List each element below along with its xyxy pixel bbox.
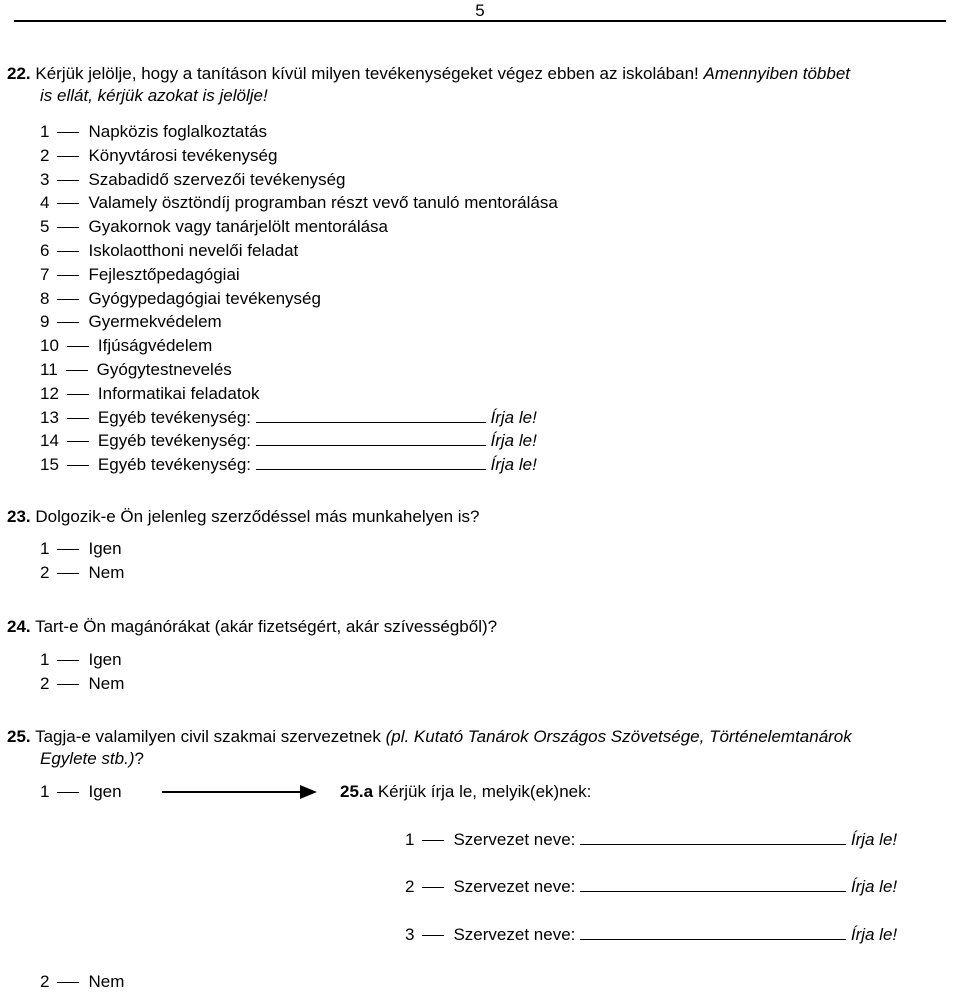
dash — [67, 441, 89, 442]
dash — [57, 275, 79, 276]
page-number: 5 — [475, 1, 485, 20]
org-row-2 — [405, 877, 897, 897]
option-number: 10 — [40, 336, 59, 356]
q25-heading — [7, 727, 852, 747]
option-number: 14 — [40, 431, 59, 451]
q25-note-line2: Egylete stb.) — [40, 749, 135, 768]
dash — [67, 394, 89, 395]
option-number: 13 — [40, 407, 59, 427]
q25a-text: Kérjük írja le, melyik(ek)nek: — [377, 782, 592, 801]
q22-option-1[interactable] — [40, 122, 267, 142]
dash — [57, 982, 79, 983]
option-number: 1 — [405, 830, 415, 849]
option-label: Egyéb tevékenység: — [97, 455, 252, 475]
q22-number: 22. — [7, 64, 31, 83]
option-number: 1 — [40, 122, 50, 141]
option-number: 1 — [40, 650, 50, 669]
org-label: Szervezet neve: — [453, 877, 576, 896]
option-number: 1 — [40, 539, 50, 558]
org-row-3 — [405, 925, 897, 945]
q22-option-6[interactable] — [40, 241, 298, 261]
q22-option-4[interactable] — [40, 193, 558, 213]
option-label: Napközis foglalkoztatás — [88, 122, 268, 141]
header-rule — [14, 20, 946, 22]
dash — [57, 299, 79, 300]
dash — [57, 203, 79, 204]
option-label: Könyvtárosi tevékenység — [88, 145, 278, 165]
write-hint: Írja le! — [490, 455, 537, 475]
q23-option-1[interactable] — [40, 539, 122, 559]
dash — [422, 840, 444, 841]
option-number: 6 — [40, 241, 50, 260]
option-number: 11 — [40, 360, 58, 379]
dash — [57, 792, 79, 793]
q22-option-15[interactable] — [40, 455, 537, 475]
option-number: 7 — [40, 264, 50, 284]
q22-option-14[interactable] — [40, 431, 537, 451]
dash — [67, 346, 89, 347]
q22-text: Kérjük jelölje, hogy a tanításon kívül milyen tevékenységeket végez ebben az iskolában! — [35, 64, 699, 83]
q23-number: 23. — [7, 507, 31, 526]
option-number: 3 — [40, 169, 50, 189]
q24-option-2[interactable] — [40, 674, 124, 694]
q24-text: Tart-e Ön magánórákat (akár fizetségért, akár szívességből)? — [35, 617, 498, 636]
dash — [57, 549, 79, 550]
dash — [57, 132, 79, 133]
q22-option-12[interactable] — [40, 384, 260, 404]
write-hint: Írja le! — [850, 925, 898, 944]
dash — [57, 251, 79, 252]
q25-text: Tagja-e valamilyen civil szakmai szervezetnek — [35, 727, 381, 746]
q25-option-2[interactable] — [40, 972, 124, 992]
option-number: 8 — [40, 288, 50, 308]
option-label: Gyógypedagógiai tevékenység — [88, 288, 321, 308]
option-label: Gyermekvédelem — [88, 312, 222, 332]
option-number: 15 — [40, 455, 59, 475]
option-label: Gyakornok vagy tanárjelölt mentorálása — [88, 217, 389, 237]
q23-text: Dolgozik-e Ön jelenleg szerződéssel más munkahelyen is? — [35, 507, 480, 526]
dash — [66, 370, 88, 371]
option-label: Igen — [88, 782, 122, 801]
option-label: Igen — [88, 539, 122, 558]
dash — [57, 573, 79, 574]
other-activity-field[interactable] — [256, 455, 486, 470]
org-label: Szervezet neve: — [453, 830, 576, 849]
dash — [57, 180, 79, 181]
option-number: 2 — [405, 877, 415, 896]
option-number: 2 — [40, 563, 50, 582]
option-label: Nem — [88, 972, 125, 991]
dash — [57, 156, 79, 157]
q22-note-line1: Amennyiben többet — [703, 64, 851, 83]
other-activity-field[interactable] — [256, 431, 486, 446]
dash — [67, 418, 89, 419]
q22-heading — [7, 64, 850, 84]
option-number: 2 — [40, 972, 50, 991]
q25a-number: 25.a — [340, 782, 374, 801]
option-label: Valamely ösztöndíj programban részt vevő tanuló mentorálása — [88, 193, 558, 213]
q22-option-13[interactable] — [40, 408, 537, 428]
option-label: Fejlesztőpedagógiai — [88, 264, 240, 284]
arrow-right-icon — [160, 782, 320, 802]
q22-option-3[interactable] — [40, 170, 346, 190]
q22-option-2[interactable] — [40, 146, 277, 166]
dash — [67, 465, 89, 466]
q22-option-11[interactable] — [40, 360, 232, 380]
dash — [57, 660, 79, 661]
q25a-heading — [340, 782, 591, 802]
q25-number: 25. — [7, 727, 31, 746]
q25-question-mark: ? — [134, 749, 144, 768]
q23-option-2[interactable] — [40, 563, 124, 583]
write-hint: Írja le! — [850, 877, 898, 896]
option-number: 2 — [40, 145, 50, 165]
option-number: 4 — [40, 193, 50, 213]
q24-number: 24. — [7, 617, 31, 636]
org-row-1 — [405, 830, 897, 850]
option-label: Szabadidő szervezői tevékenység — [88, 169, 346, 189]
dash — [57, 227, 79, 228]
option-label: Nem — [88, 674, 125, 693]
other-activity-field[interactable] — [256, 408, 486, 423]
dash — [422, 887, 444, 888]
org-name-field[interactable] — [580, 925, 846, 940]
option-number: 1 — [40, 782, 50, 801]
q22-option-8[interactable] — [40, 289, 321, 309]
q24-heading — [7, 617, 497, 637]
q23-heading — [7, 507, 479, 527]
option-number: 2 — [40, 674, 50, 693]
option-label: Ifjúságvédelem — [97, 336, 213, 356]
q24-option-1[interactable] — [40, 650, 122, 670]
write-hint: Írja le! — [490, 431, 537, 451]
option-label: Egyéb tevékenység: — [97, 431, 252, 451]
dash — [57, 684, 79, 685]
q25-option-1[interactable] — [40, 782, 122, 802]
q22-option-9[interactable] — [40, 312, 222, 332]
option-label: Informatikai feladatok — [97, 383, 260, 403]
org-name-field[interactable] — [580, 877, 846, 892]
q22-option-10[interactable] — [40, 336, 212, 356]
org-label: Szervezet neve: — [453, 925, 576, 944]
option-number: 9 — [40, 312, 50, 332]
write-hint: Írja le! — [490, 407, 537, 427]
org-name-field[interactable] — [580, 830, 846, 845]
dash — [57, 322, 79, 323]
option-label: Igen — [88, 650, 122, 669]
option-label: Iskolaotthoni nevelői feladat — [88, 241, 299, 260]
q25-note-line1: (pl. Kutató Tanárok Országos Szövetsége, Történelemtanárok — [385, 727, 852, 746]
dash — [422, 935, 444, 936]
q22-note-line2: is ellát, kérjük azokat is jelölje! — [40, 86, 268, 105]
option-number: 3 — [405, 925, 415, 944]
option-label: Egyéb tevékenység: — [97, 407, 252, 427]
option-label: Nem — [88, 563, 125, 582]
write-hint: Írja le! — [850, 830, 898, 849]
q25-note-line2-wrap — [40, 749, 144, 769]
option-number: 5 — [40, 217, 50, 237]
q22-option-7[interactable] — [40, 265, 240, 285]
q22-option-5[interactable] — [40, 217, 388, 237]
option-label: Gyógytestnevelés — [96, 360, 232, 379]
option-number: 12 — [40, 383, 59, 403]
